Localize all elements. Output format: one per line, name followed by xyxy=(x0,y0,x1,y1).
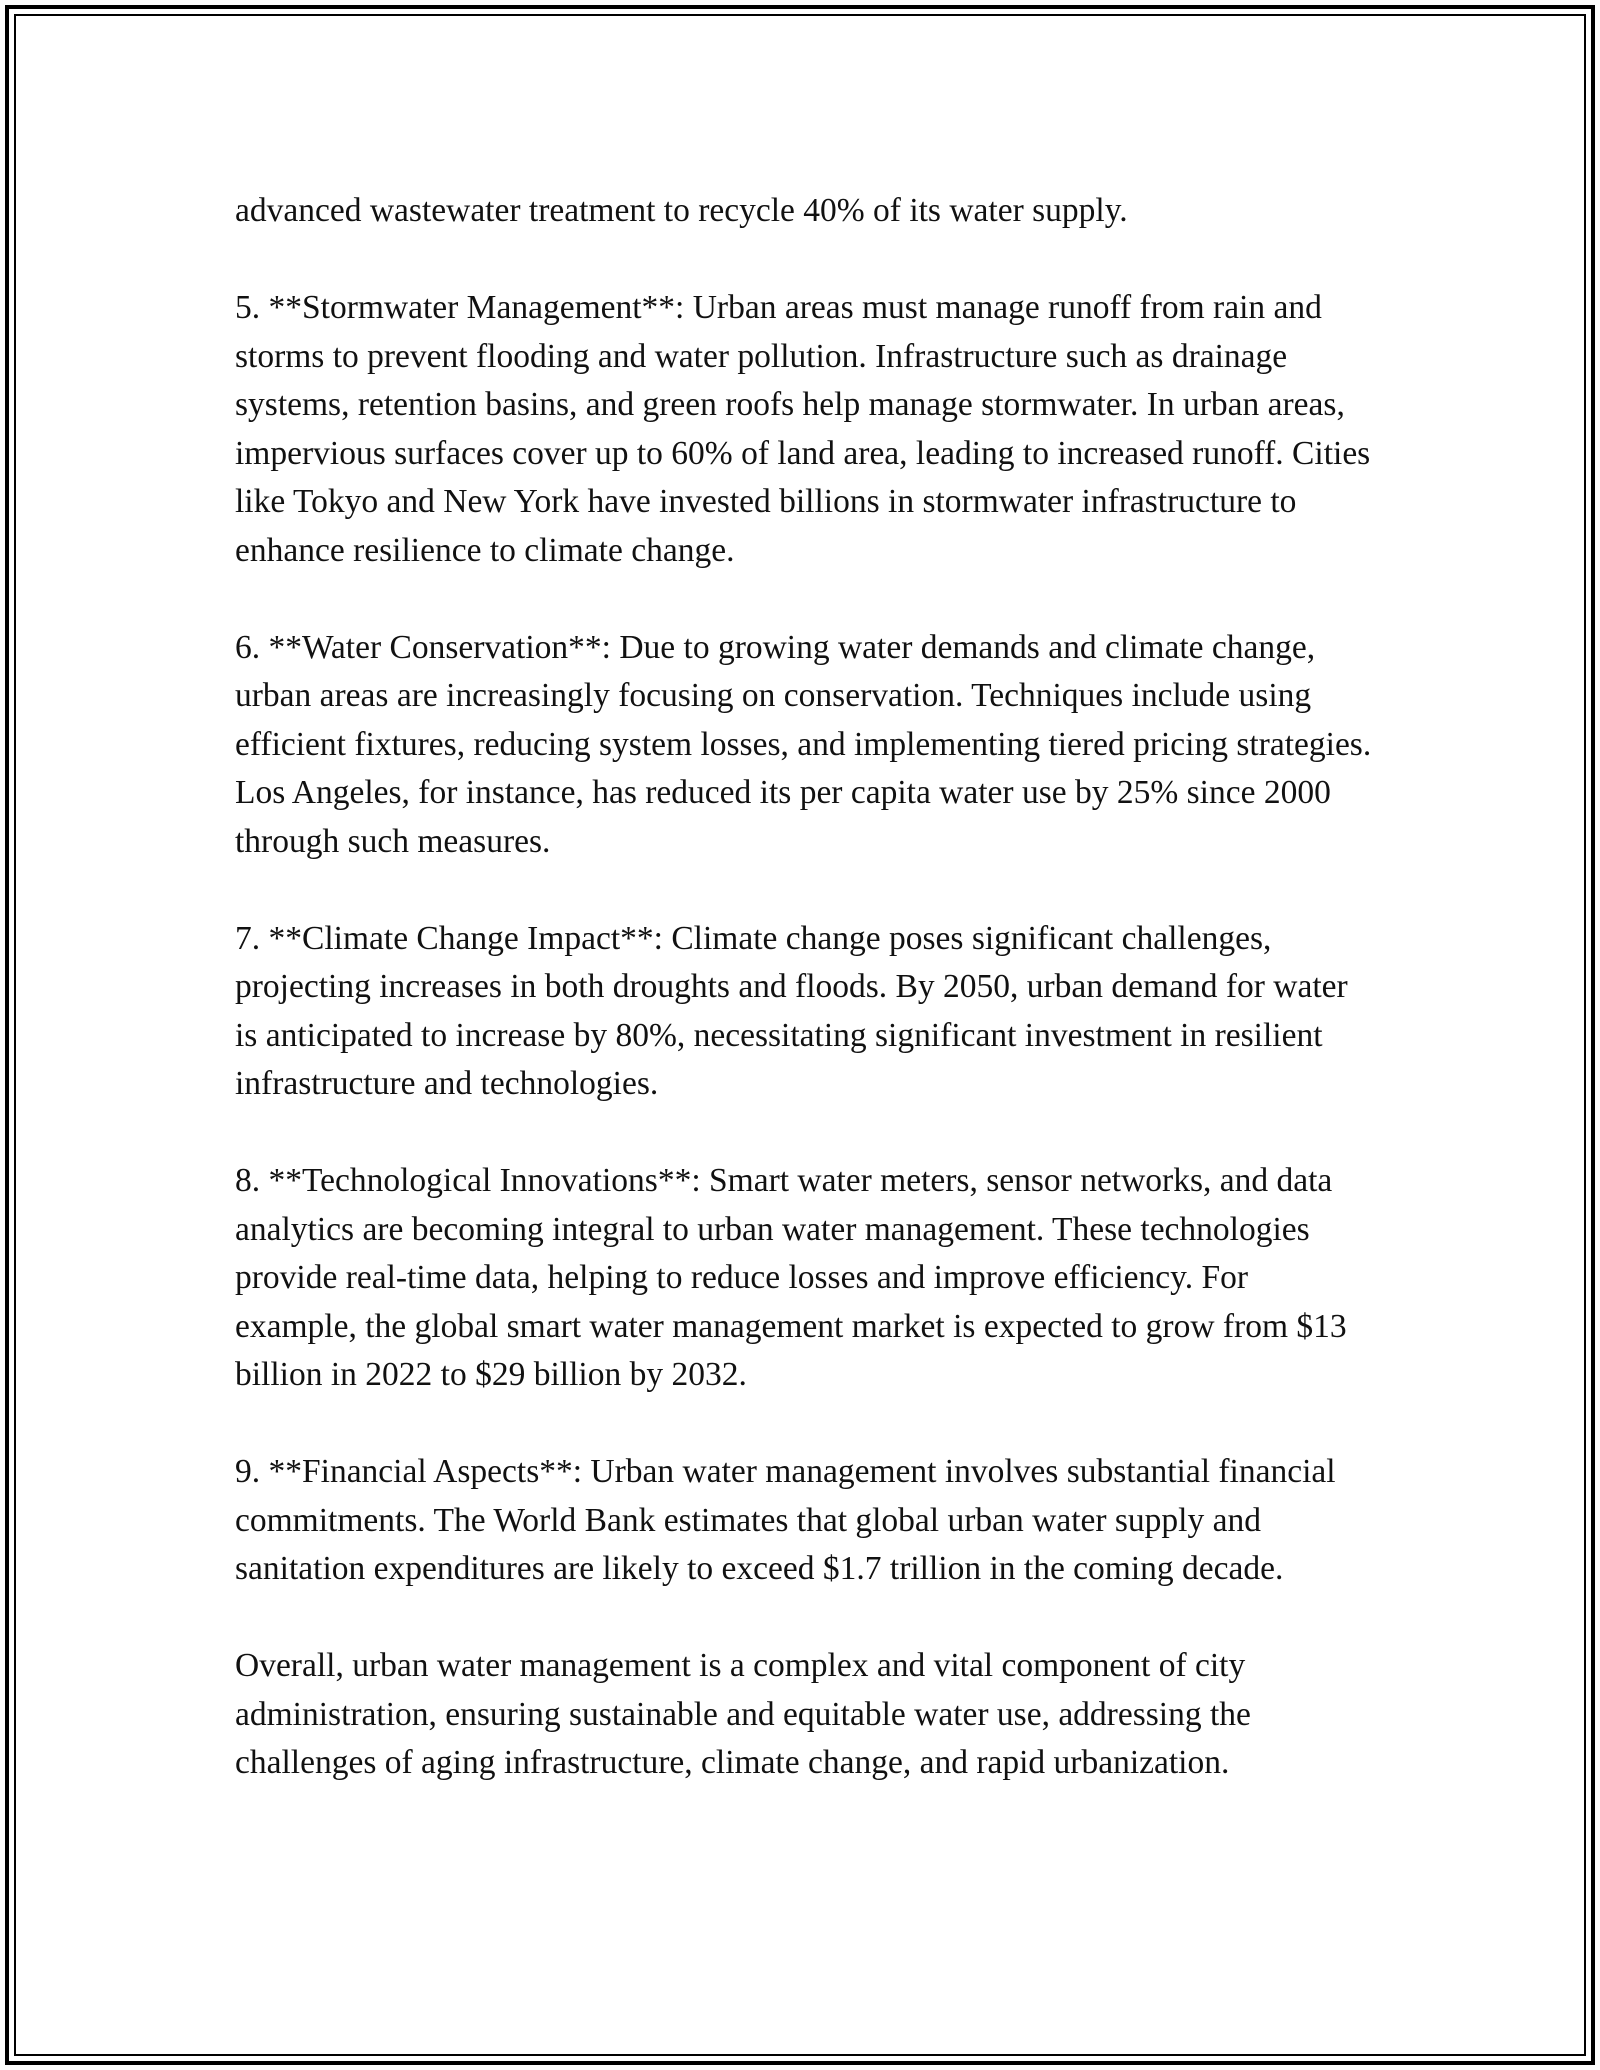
paragraph-water-conservation: 6. **Water Conservation**: Due to growing water demands and climate change, urban areas are increasingly focusing on conservation. Techniques include using efficient fixtures, reducing system losses, and implementing tiered pricing strategies. Los Angeles, for instance, has reduced its per capita water use by 25% since 2000 through such measures. xyxy=(235,628,1372,860)
document-body xyxy=(235,187,1375,1836)
paragraph-stormwater-management: 5. **Stormwater Management**: Urban areas must manage runoff from rain and storms to prevent flooding and water pollution. Infrastructure such as drainage systems, retention basins, and green roofs help manage stormwater. In urban areas, impervious surfaces cover up to 60% of land area, leading to increased runoff. Cities like Tokyo and New York have invested billions in stormwater infrastructure to enhance resilience to climate change. xyxy=(235,289,1371,569)
paragraph-climate-change-impact: 7. **Climate Change Impact**: Climate change poses significant challenges, projecting increases in both droughts and floods. By 2050, urban demand for water is anticipated to increase by 80%, necessitating significant investment in resilient infrastructure and technologies. xyxy=(235,919,1348,1102)
paragraph-continuation: advanced wastewater treatment to recycle 40% of its water supply. xyxy=(235,192,1128,229)
paragraph-overall-summary: Overall, urban water management is a complex and vital component of city administration, ensuring sustainable and equitable water use, addressing the challenges of aging infrastructure, climate change, and rapid urbanization. xyxy=(235,1647,1251,1781)
paragraph-financial-aspects: 9. **Financial Aspects**: Urban water management involves substantial financial commitments. The World Bank estimates that global urban water supply and sanitation expenditures are likely to exceed $1.7 trillion in the coming decade. xyxy=(235,1453,1336,1587)
paragraph-technological-innovations: 8. **Technological Innovations**: Smart water meters, sensor networks, and data analytics are becoming integral to urban water management. These technologies provide real-time data, helping to reduce losses and improve efficiency. For example, the global smart water management market is expected to grow from $13 billion in 2022 to $29 billion by 2032. xyxy=(235,1162,1347,1393)
